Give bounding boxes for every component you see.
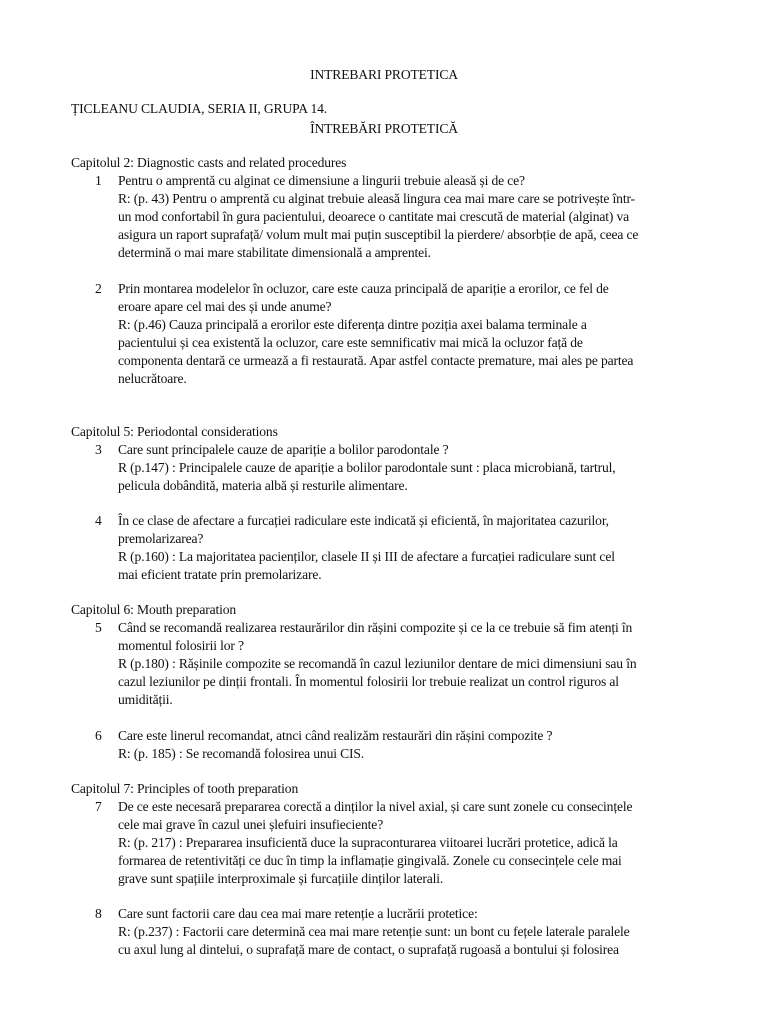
text-line: nelucrătoare. <box>118 371 187 386</box>
text-line: cu axul lung al dintelui, o suprafață mare de contact, o suprafață rugoasă a bontului și folosirea <box>118 942 619 957</box>
text-line: R (p.180) : Rășinile compozite se recomandă în cazul leziunilor dentare de mici dimensiuni sau în <box>118 656 637 671</box>
text-line: De ce este necesară prepararea corectă a dinților la nivel axial, și care sunt zonele cu consecințele <box>118 799 633 814</box>
question-number: 4 <box>95 513 102 528</box>
text-line: R: (p. 217) : Prepararea insuficientă duce la supraconturarea viitoarei lucrări protetice, adică la <box>118 835 618 850</box>
text-line: R: (p.46) Cauza principală a erorilor este diferența dintre poziția axei balama terminale a <box>118 317 587 332</box>
chapter-heading: Capitolul 2: Diagnostic casts and related procedures <box>71 155 347 170</box>
chapter-heading: Capitolul 6: Mouth preparation <box>71 602 237 617</box>
document-subtitle: ÎNTREBĂRI PROTETICĂ <box>310 121 458 136</box>
text-line: determină o mai mare stabilitate dimensională a amprentei. <box>118 245 431 260</box>
text-line: asigura un raport suprafață/ volum mult mai puțin susceptibil la pierdere/ absorbție de apă, ceea ce <box>118 227 639 242</box>
text-line: R: (p.237) : Factorii care determină cea mai mare retenție sunt: un bont cu fețele laterale paralele <box>118 924 630 939</box>
text-line: Care sunt factorii care dau cea mai mare retenție a lucrării protetice: <box>118 906 478 921</box>
question-number: 1 <box>95 173 102 188</box>
question-number: 6 <box>95 728 102 743</box>
text-line: Care este linerul recomandat, atnci când realizăm restaurări din rășini compozite ? <box>118 728 553 743</box>
document-title: INTREBARI PROTETICA <box>310 67 458 82</box>
text-line: componenta dentară ce urmează a fi restaurată. Apar astfel contacte premature, mai ales pe partea <box>118 353 634 368</box>
text-line: momentul folosirii lor ? <box>118 638 244 653</box>
question-number: 8 <box>95 906 102 921</box>
text-line: mai eficient tratate prin premolarizare. <box>118 567 322 582</box>
text-line: Prin montarea modelelor în ocluzor, care este cauza principală de apariție a erorilor, ce fel de <box>118 281 609 296</box>
text-line: R: (p. 43) Pentru o amprentă cu alginat trebuie aleasă lingura cea mai mare care se potrivește într- <box>118 191 635 206</box>
text-line: grave sunt spațiile interproximale și furcațiile dinților laterali. <box>118 871 444 886</box>
question-number: 5 <box>95 620 102 635</box>
text-line: umidității. <box>118 692 173 707</box>
text-line: Pentru o amprentă cu alginat ce dimensiune a lingurii trebuie aleasă și de ce? <box>118 173 525 188</box>
text-line: eroare apare cel mai des și unde anume? <box>118 299 332 314</box>
text-line: Care sunt principalele cauze de apariție a bolilor parodontale ? <box>118 442 449 457</box>
text-line: R: (p. 185) : Se recomandă folosirea unui CIS. <box>118 746 365 761</box>
text-line: cazul leziunilor pe dinții frontali. În momentul folosirii lor trebuie realizat un control riguros al <box>118 674 619 689</box>
text-line: În ce clase de afectare a furcației radiculare este indicată și eficientă, în majoritatea cazurilor, <box>118 513 609 528</box>
author-line: ȚICLEANU CLAUDIA, SERIA II, GRUPA 14. <box>71 101 328 116</box>
question-number: 7 <box>95 799 102 814</box>
text-line: pelicula dobândită, materia albă și resturile alimentare. <box>118 478 408 493</box>
text-line: un mod confortabil în gura pacientului, deoarece o cantitate mai crescută de material (alginat) va <box>118 209 630 224</box>
text-line: Când se recomandă realizarea restaurărilor din rășini compozite și ce la ce trebuie să fim atenți în <box>118 620 633 635</box>
text-line: premolarizarea? <box>118 531 204 546</box>
text-line: formarea de retentivități ce duc în timp la inflamație gingivală. Zonele cu consecințele cele mai <box>118 853 622 868</box>
text-line: cele mai grave în cazul unei șlefuiri insufieciente? <box>118 817 384 832</box>
question-number: 2 <box>95 281 102 296</box>
text-line: pacientului și cea existentă la ocluzor, care este semnificativ mai mică la ocluzor față de <box>118 335 583 350</box>
text-line: R (p.147) : Principalele cauze de apariție a bolilor parodontale sunt : placa microbiană, tartrul, <box>118 460 616 475</box>
question-number: 3 <box>95 442 102 457</box>
chapter-heading: Capitolul 5: Periodontal considerations <box>71 424 278 439</box>
text-line: R (p.160) : La majoritatea pacienților, clasele II și III de afectare a furcației radiculare sunt cel <box>118 549 615 564</box>
chapter-heading: Capitolul 7: Principles of tooth preparation <box>71 781 299 796</box>
